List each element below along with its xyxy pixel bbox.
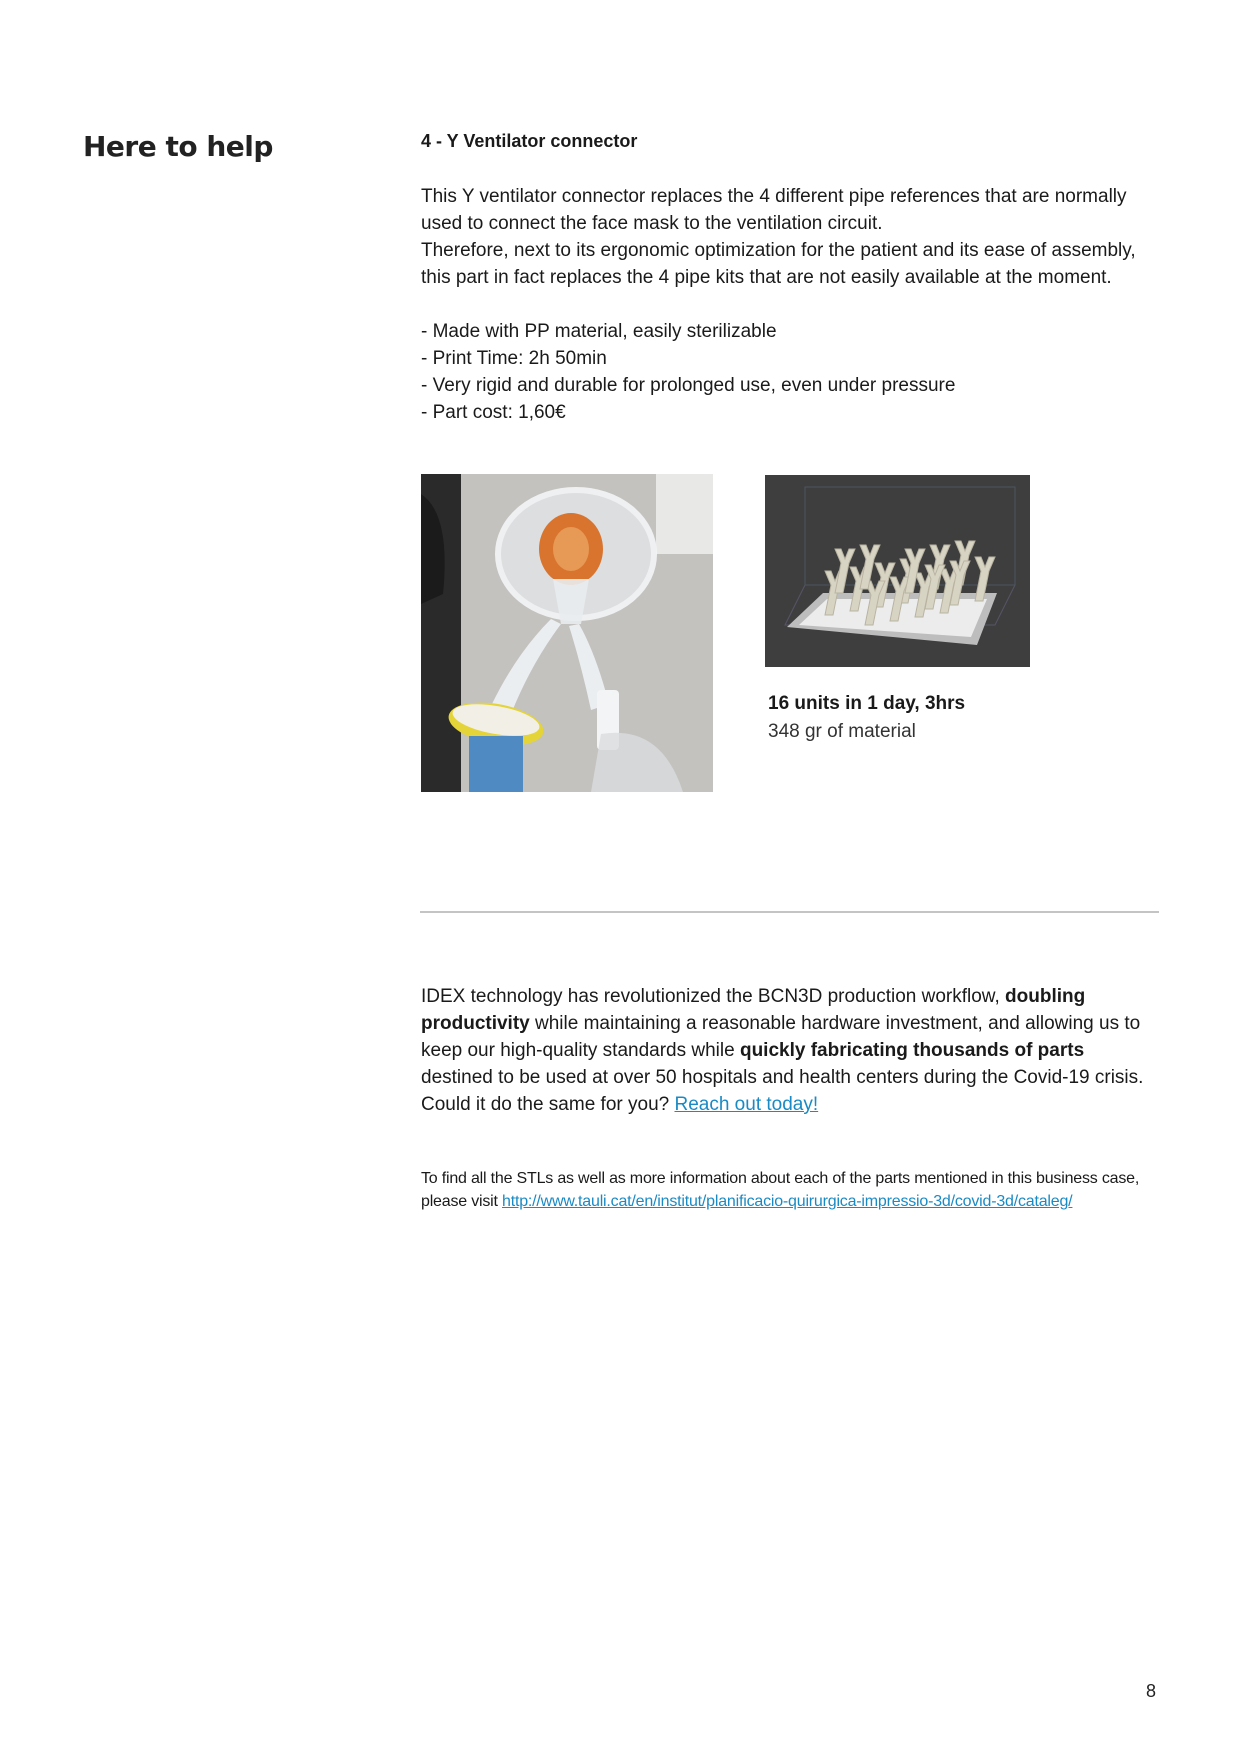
catalog-link[interactable]: http://www.tauli.cat/en/institut/planificacio-quirurgica-impressio-3d/covid-3d/cataleg/ <box>502 1193 1073 1210</box>
page-number: 8 <box>1146 1681 1157 1701</box>
part-description <box>421 183 1161 291</box>
stl-note <box>421 1167 1161 1213</box>
section-title: Here to help <box>83 130 273 163</box>
print-caption-title: 16 units in 1 day, 3hrs <box>768 693 966 714</box>
reach-out-link[interactable]: Reach out today! <box>674 1094 819 1115</box>
description-paragraph-2: Therefore, next to its ergonomic optimization for the patient and its ease of assembly, this part in fact replaces the 4 pipe kits that are not easily available at the moment. <box>421 240 1136 288</box>
closing-text-1: IDEX technology has revolutionized the BCN3D production workflow, <box>421 986 1006 1007</box>
spec-item: - Part cost: 1,60€ <box>421 402 566 423</box>
print-caption-detail: 348 gr of material <box>768 721 916 742</box>
spec-item: - Made with PP material, easily sterilizable <box>421 321 777 342</box>
closing-highlight-2: quickly fabricating thousands of parts <box>739 1040 1085 1061</box>
connector-photo <box>421 474 713 792</box>
print-caption <box>768 690 965 746</box>
description-paragraph-1: This Y ventilator connector replaces the 4 different pipe references that are normally used to connect the face mask to the ventilation circuit. <box>421 186 1127 234</box>
closing-text-2: while maintaining a reasonable hardware investment, and allowing us to keep our high-quality standards while <box>421 1013 1141 1061</box>
spec-list <box>421 318 1161 426</box>
connector-photo-illustration <box>421 474 713 792</box>
stl-note-text: To find all the STLs as well as more information about each of the parts mentioned in this business case, please visit <box>421 1170 1140 1210</box>
spec-item: - Very rigid and durable for prolonged use, even under pressure <box>421 375 956 396</box>
section-divider <box>420 911 1159 913</box>
part-heading: 4 - Y Ventilator connector <box>421 131 638 151</box>
closing-paragraph <box>421 983 1161 1118</box>
print-render-illustration <box>765 475 1030 667</box>
closing-highlight-1: doubling productivity <box>421 986 1086 1034</box>
closing-text-3: destined to be used at over 50 hospitals and health centers during the Covid-19 crisis. Could it do the same for you? <box>421 1067 1144 1115</box>
spec-item: - Print Time: 2h 50min <box>421 348 607 369</box>
print-render <box>765 475 1030 667</box>
